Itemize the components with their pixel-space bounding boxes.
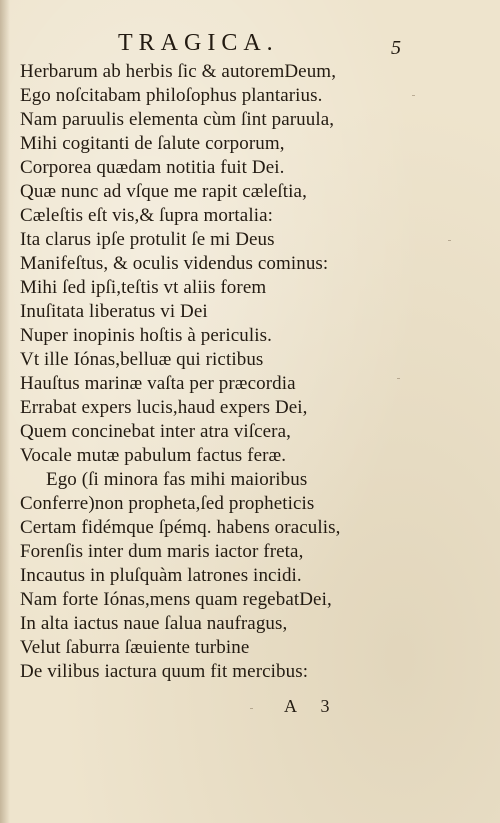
verse-line: Incautus in pluſquàm latrones incidi. [20,565,302,586]
verse-line: Forenſis inter dum maris iactor freta, [20,541,304,562]
verse-line: Quæ nunc ad vſque me rapit cæleſtia, [20,181,307,202]
verse-line: Ego noſcitabam philoſophus plantarius. [20,85,323,106]
signature-mark: A 3 [284,696,340,716]
verse-line: Certam fidémque ſpémq. habens oraculis, [20,517,341,538]
verse-line: Herbarum ab herbis ſic & autoremDeum, [20,61,337,82]
verse-line: Vocale mutæ pabulum factus feræ. [20,445,287,466]
verse-line: Nam paruulis elementa cùm ſint paruula, [20,109,335,130]
verse-line: Vt ille Iónas,belluæ qui rictibus [20,349,264,370]
verse-line: Cæleſtis eſt vis,& ſupra mortalia: [20,205,274,226]
verse-line: Mihi ſed ipſi,teſtis vt aliis forem [20,277,267,298]
verse-line-indented: Ego (ſi minora fas mihi maioribus [46,469,308,490]
paper-speck [412,95,415,96]
paper-speck [397,378,400,379]
folio-number: 5 [391,37,401,59]
verse-line: Mihi cogitanti de ſalute corporum, [20,133,285,154]
verse-line: Errabat expers lucis,haud expers Dei, [20,397,308,418]
verse-line: Hauſtus marinæ vaſta per præcordia [20,373,296,394]
verse-line: Velut ſaburra ſæuiente turbine [20,637,250,658]
paper-speck [250,708,253,709]
verse-line: In alta iactus naue ſalua naufragus, [20,613,288,634]
verse-line: Ita clarus ipſe protulit ſe mi Deus [20,229,275,250]
verse-line: Conferre)non propheta,ſed propheticis [20,493,315,514]
verse-line: Inuſitata liberatus vi Dei [20,301,208,322]
page-edge-shadow [0,0,10,823]
verse-line: Nam forte Iónas,mens quam regebatDei, [20,589,332,610]
verse-line: De vilibus iactura quum fit mercibus: [20,661,309,682]
running-head: TRAGICA. [118,30,279,56]
verse-text-block [20,60,400,684]
paper-speck [448,240,451,241]
verse-line: Nuper inopinis hoſtis à periculis. [20,325,272,346]
verse-line: Manifeſtus, & oculis videndus cominus: [20,253,329,274]
verse-line: Quem concinebat inter atra viſcera, [20,421,291,442]
verse-line: Corporea quædam notitia fuit Dei. [20,157,285,178]
